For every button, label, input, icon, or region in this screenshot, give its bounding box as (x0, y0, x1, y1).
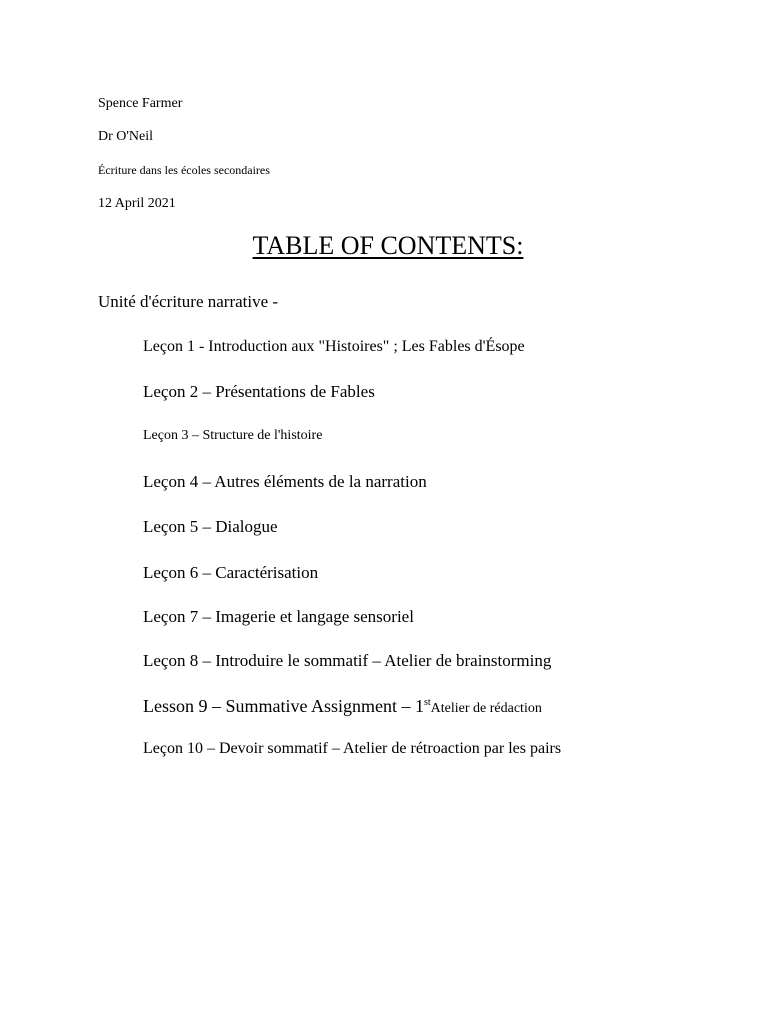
lesson-5: Leçon 5 – Dialogue (143, 517, 278, 536)
lesson-6: Leçon 6 – Caractérisation (143, 563, 319, 582)
lesson-3: Leçon 3 – Structure de l'histoire (143, 428, 323, 443)
lesson-9 (143, 697, 542, 716)
page-title: TABLE OF CONTENTS: (252, 231, 524, 260)
unit-heading: Unité d'écriture narrative - (98, 292, 279, 311)
lesson-9-superscript: st (424, 697, 431, 708)
lesson-2: Leçon 2 – Présentations de Fables (143, 382, 375, 401)
course-name: Écriture dans les écoles secondaires (98, 163, 270, 177)
document-date: 12 April 2021 (98, 196, 176, 211)
lesson-4: Leçon 4 – Autres éléments de la narration (143, 472, 427, 491)
author-name: Spence Farmer (98, 96, 183, 111)
lesson-7: Leçon 7 – Imagerie et langage sensoriel (143, 607, 414, 626)
lesson-9-tail: Atelier de rédaction (430, 701, 542, 716)
lesson-10: Leçon 10 – Devoir sommatif – Atelier de rétroaction par les pairs (143, 740, 562, 757)
lesson-8: Leçon 8 – Introduire le sommatif – Atelier de brainstorming (143, 651, 552, 670)
lesson-1: Leçon 1 - Introduction aux "Histoires" ; Les Fables d'Ésope (143, 338, 525, 355)
instructor-name: Dr O'Neil (98, 129, 154, 144)
lesson-9-main: Lesson 9 – Summative Assignment – 1 (143, 696, 424, 716)
